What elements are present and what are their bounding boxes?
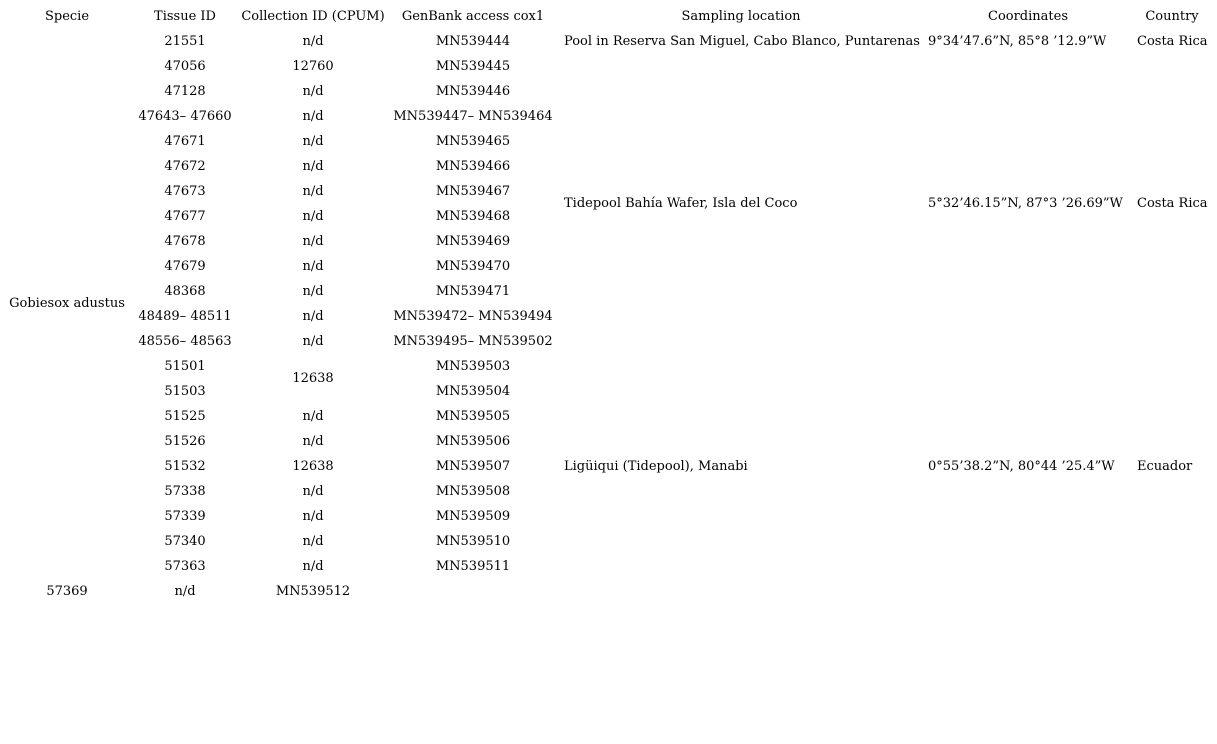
- genbank-cell: MN539468: [435, 209, 511, 224]
- tissue-id-cell: 57339: [164, 509, 206, 524]
- coordinates-cell: 9°34’47.6”N, 85°8 ’12.9”W: [928, 34, 1107, 49]
- location-cell: Tidepool Bahía Wafer, Isla del Coco: [564, 196, 798, 211]
- collection-id-cell: n/d: [302, 184, 324, 199]
- country-cell: Ecuador: [1137, 459, 1193, 474]
- tissue-id-cell: 47673: [164, 184, 206, 199]
- coordinates-cell: 0°55’38.2”N, 80°44 ’25.4”W: [928, 459, 1115, 474]
- tissue-id-cell: 47056: [164, 59, 206, 74]
- collection-id-cell: 12760: [292, 59, 334, 74]
- tissue-id-cell: 47679: [164, 259, 206, 274]
- collection-id-cell: n/d: [302, 284, 324, 299]
- tissue-id-cell: 47678: [164, 234, 206, 249]
- collection-id-cell: n/d: [302, 159, 324, 174]
- genbank-cell: MN539470: [435, 259, 511, 274]
- collection-id-cell: n/d: [302, 84, 324, 99]
- location-cell: Pool in Reserva San Miguel, Cabo Blanco, Puntarenas: [564, 34, 920, 49]
- genbank-cell: MN539466: [435, 159, 511, 174]
- genbank-cell: MN539505: [435, 409, 511, 424]
- header-coordinates: Coordinates: [987, 9, 1069, 24]
- species-name: Gobiesox adustus: [9, 296, 125, 311]
- tissue-id-cell: 21551: [164, 34, 206, 49]
- collection-id-cell: n/d: [302, 34, 324, 49]
- shifted-tissue-id: 57369: [46, 584, 88, 599]
- genbank-cell: MN539471: [435, 284, 511, 299]
- tissue-id-cell: 57338: [164, 484, 206, 499]
- collection-id-cell: n/d: [302, 309, 324, 324]
- tissue-id-cell: 47672: [164, 159, 206, 174]
- collection-id-cell: n/d: [302, 534, 324, 549]
- genbank-cell: MN539508: [435, 484, 511, 499]
- collection-id-cell: n/d: [302, 259, 324, 274]
- genbank-cell: MN539467: [435, 184, 511, 199]
- genbank-cell: MN539511: [435, 559, 511, 574]
- header-collection-id: Collection ID (CPUM): [241, 9, 385, 24]
- collection-id-cell: n/d: [302, 409, 324, 424]
- collection-id-cell: n/d: [302, 559, 324, 574]
- location-cell: Ligüiqui (Tidepool), Manabi: [564, 459, 748, 474]
- tissue-id-cell: 51501: [164, 359, 206, 374]
- country-cell: Costa Rica: [1137, 196, 1208, 211]
- tissue-id-cell: 48489– 48511: [138, 309, 232, 324]
- genbank-cell: MN539506: [435, 434, 511, 449]
- genbank-cell: MN539495– MN539502: [393, 334, 553, 349]
- collection-id-cell: 12638: [292, 459, 334, 474]
- header-country: Country: [1145, 9, 1199, 24]
- header-species: Specie: [44, 9, 90, 24]
- collection-id-cell: n/d: [302, 334, 324, 349]
- genbank-cell: MN539509: [435, 509, 511, 524]
- tissue-id-cell: 48556– 48563: [138, 334, 232, 349]
- genbank-cell: MN539507: [435, 459, 511, 474]
- genbank-cell: MN539447– MN539464: [393, 109, 553, 124]
- tissue-id-cell: 47671: [164, 134, 206, 149]
- tissue-id-cell: 47128: [164, 84, 206, 99]
- tissue-id-cell: 51532: [164, 459, 206, 474]
- tissue-id-cell: 51503: [164, 384, 206, 399]
- collection-id-cell: n/d: [302, 134, 324, 149]
- header-sampling-location: Sampling location: [681, 9, 801, 24]
- tissue-id-cell: 47677: [164, 209, 206, 224]
- header-genbank: GenBank access cox1: [401, 9, 545, 24]
- merged-collection-id: 12638: [292, 371, 334, 386]
- header-tissue-id: Tissue ID: [154, 9, 216, 24]
- genbank-cell: MN539465: [435, 134, 511, 149]
- genbank-cell: MN539472– MN539494: [393, 309, 553, 324]
- coordinates-cell: 5°32’46.15”N, 87°3 ’26.69”W: [928, 196, 1123, 211]
- collection-id-cell: n/d: [302, 209, 324, 224]
- tissue-id-cell: 51526: [164, 434, 206, 449]
- shifted-collection-id: n/d: [174, 584, 196, 599]
- tissue-id-cell: 48368: [164, 284, 206, 299]
- shifted-genbank: MN539512: [275, 584, 351, 599]
- collection-id-cell: n/d: [302, 434, 324, 449]
- collection-id-cell: n/d: [302, 109, 324, 124]
- collection-id-cell: n/d: [302, 509, 324, 524]
- genbank-cell: MN539446: [435, 84, 511, 99]
- tissue-id-cell: 51525: [164, 409, 206, 424]
- collection-id-cell: n/d: [302, 234, 324, 249]
- tissue-id-cell: 57340: [164, 534, 206, 549]
- genbank-cell: MN539503: [435, 359, 511, 374]
- genbank-cell: MN539510: [435, 534, 511, 549]
- genbank-cell: MN539444: [435, 34, 511, 49]
- genbank-cell: MN539504: [435, 384, 511, 399]
- tissue-id-cell: 47643– 47660: [138, 109, 232, 124]
- tissue-id-cell: 57363: [164, 559, 206, 574]
- collection-id-cell: n/d: [302, 484, 324, 499]
- genbank-cell: MN539445: [435, 59, 511, 74]
- genbank-cell: MN539469: [435, 234, 511, 249]
- country-cell: Costa Rica: [1137, 34, 1208, 49]
